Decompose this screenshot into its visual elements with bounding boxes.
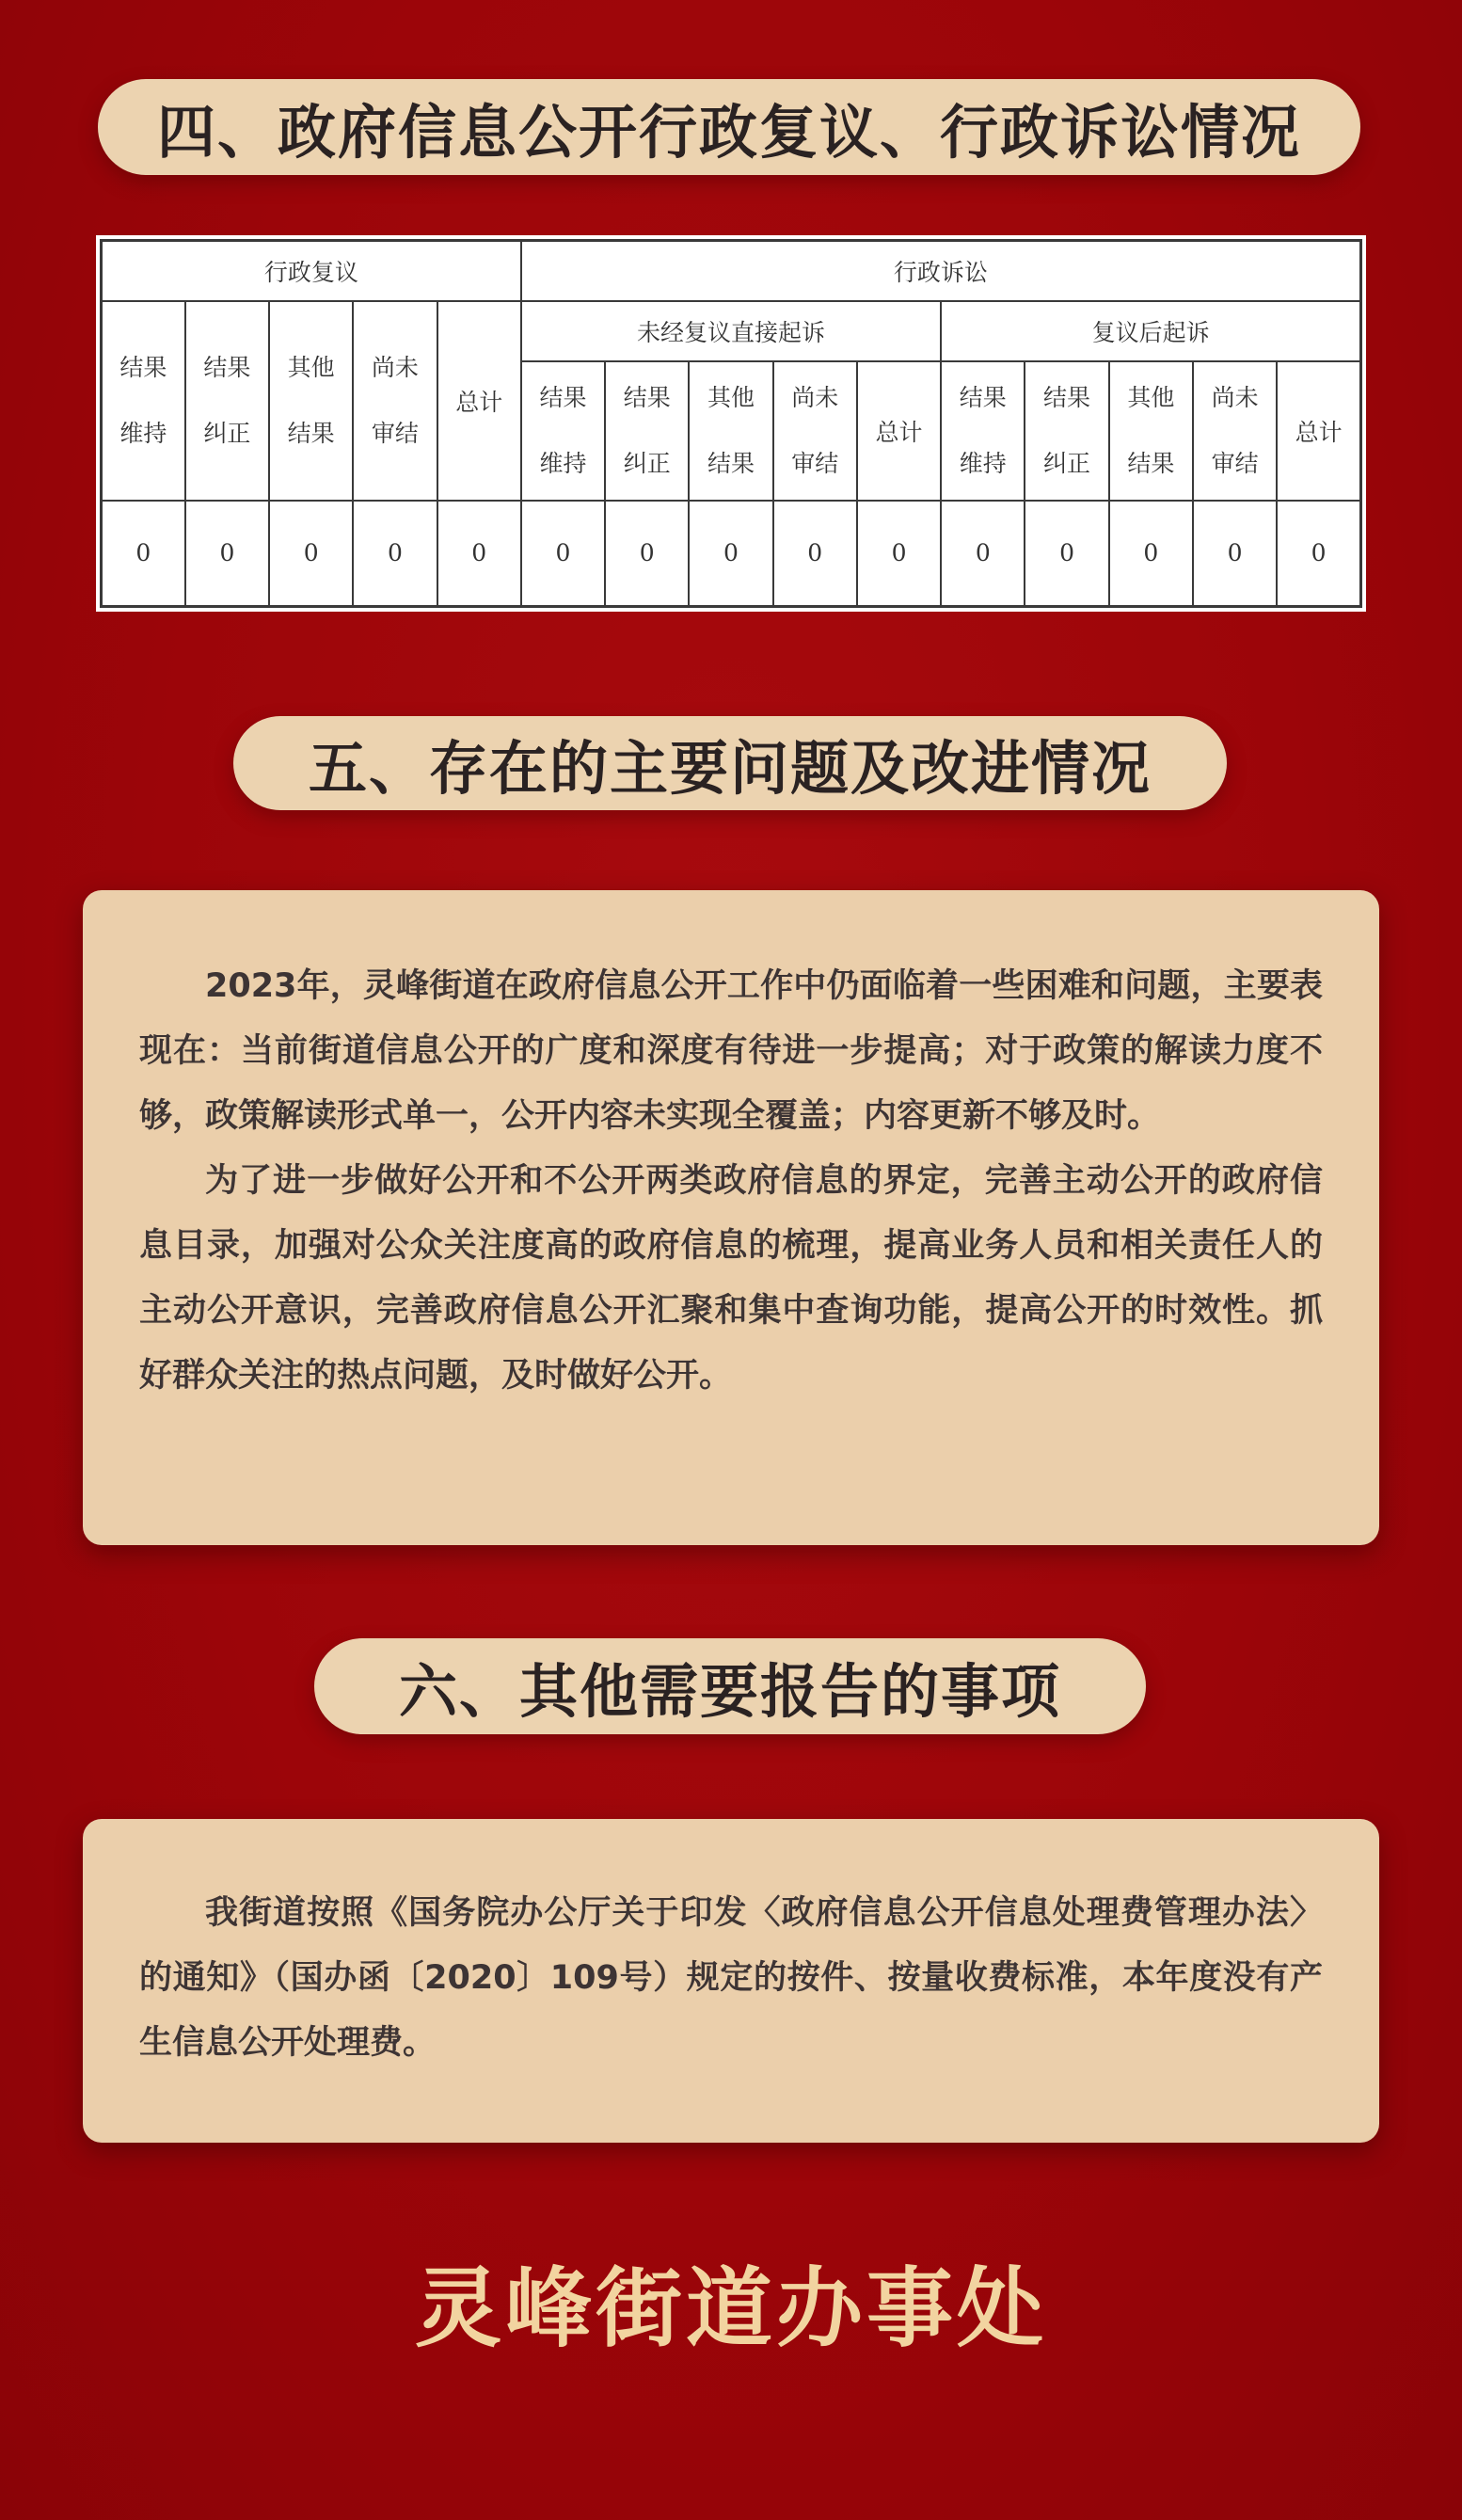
header-admin-litigation: 行政诉讼 <box>521 241 1361 301</box>
section-6-title: 六、其他需要报告的事项 <box>398 1656 1061 1726</box>
col-header: 结果 维持 <box>521 361 605 500</box>
section-4-heading <box>98 79 1360 175</box>
section-5-title: 五、存在的主要问题及改进情况 <box>308 733 1152 803</box>
paragraph: 为了进一步做好公开和不公开两类政府信息的界定，完善主动公开的政府信息目录，加强对公众关注度高的政府信息的梳理，提高业务人员和相关责任人的主动公开意识，完善政府信息公开汇聚和集中查询功能，提高公开的时效性。抓好群众关注的热点问题，及时做好公开。 <box>139 1162 1323 1395</box>
table-cell: 0 <box>1277 501 1360 607</box>
col-header-total: 总计 <box>437 301 521 501</box>
paragraph: 我街道按照《国务院办公厅关于印发〈政府信息公开信息处理费管理办法〉的通知》（国办函〔2020〕109号）规定的按件、按量收费标准，本年度没有产生信息公开处理费。 <box>139 1894 1323 2062</box>
other-matters-card <box>83 1819 1379 2143</box>
col-header: 尚未 审结 <box>353 301 437 501</box>
col-header: 结果 纠正 <box>185 301 269 501</box>
table-cell: 0 <box>353 501 437 607</box>
col-header: 结果 纠正 <box>605 361 689 500</box>
table-row <box>102 501 1361 607</box>
table-cell: 0 <box>1109 501 1193 607</box>
col-header: 尚未 审结 <box>773 361 857 500</box>
col-header: 尚未 审结 <box>1193 361 1277 500</box>
table-cell: 0 <box>941 501 1025 607</box>
col-header: 结果 纠正 <box>1025 361 1108 500</box>
table-cell: 0 <box>773 501 857 607</box>
col-header: 其他 结果 <box>689 361 772 500</box>
table-cell: 0 <box>689 501 772 607</box>
table-cell: 0 <box>269 501 353 607</box>
col-header: 结果 维持 <box>102 301 185 501</box>
table-cell: 0 <box>1025 501 1108 607</box>
issuer-signature: 灵峰街道办事处 <box>414 2257 1047 2359</box>
section-5-heading <box>233 716 1227 810</box>
col-header-total: 总计 <box>857 361 941 500</box>
paragraph: 2023年，灵峰街道在政府信息公开工作中仍面临着一些困难和问题，主要表现在：当前街道信息公开的广度和深度有待进一步提高；对于政策的解读力度不够，政策解读形式单一，公开内容未实现全覆盖；内容更新不够及时。 <box>139 967 1323 1135</box>
header-after-review: 复议后起诉 <box>941 301 1360 361</box>
review-litigation-table <box>96 235 1366 612</box>
table-cell: 0 <box>185 501 269 607</box>
table-cell: 0 <box>857 501 941 607</box>
col-header: 其他 结果 <box>1109 361 1193 500</box>
table-cell: 0 <box>437 501 521 607</box>
table-cell: 0 <box>1193 501 1277 607</box>
header-direct-litigation: 未经复议直接起诉 <box>521 301 941 361</box>
table-cell: 0 <box>605 501 689 607</box>
col-header: 其他 结果 <box>269 301 353 501</box>
section-6-heading <box>314 1638 1146 1734</box>
col-header-total: 总计 <box>1277 361 1360 500</box>
problems-improvements-card <box>83 890 1379 1545</box>
col-header: 结果 维持 <box>941 361 1025 500</box>
table-cell: 0 <box>521 501 605 607</box>
header-admin-review: 行政复议 <box>102 241 521 301</box>
table-cell: 0 <box>102 501 185 607</box>
section-4-title: 四、政府信息公开行政复议、行政诉讼情况 <box>156 97 1301 167</box>
